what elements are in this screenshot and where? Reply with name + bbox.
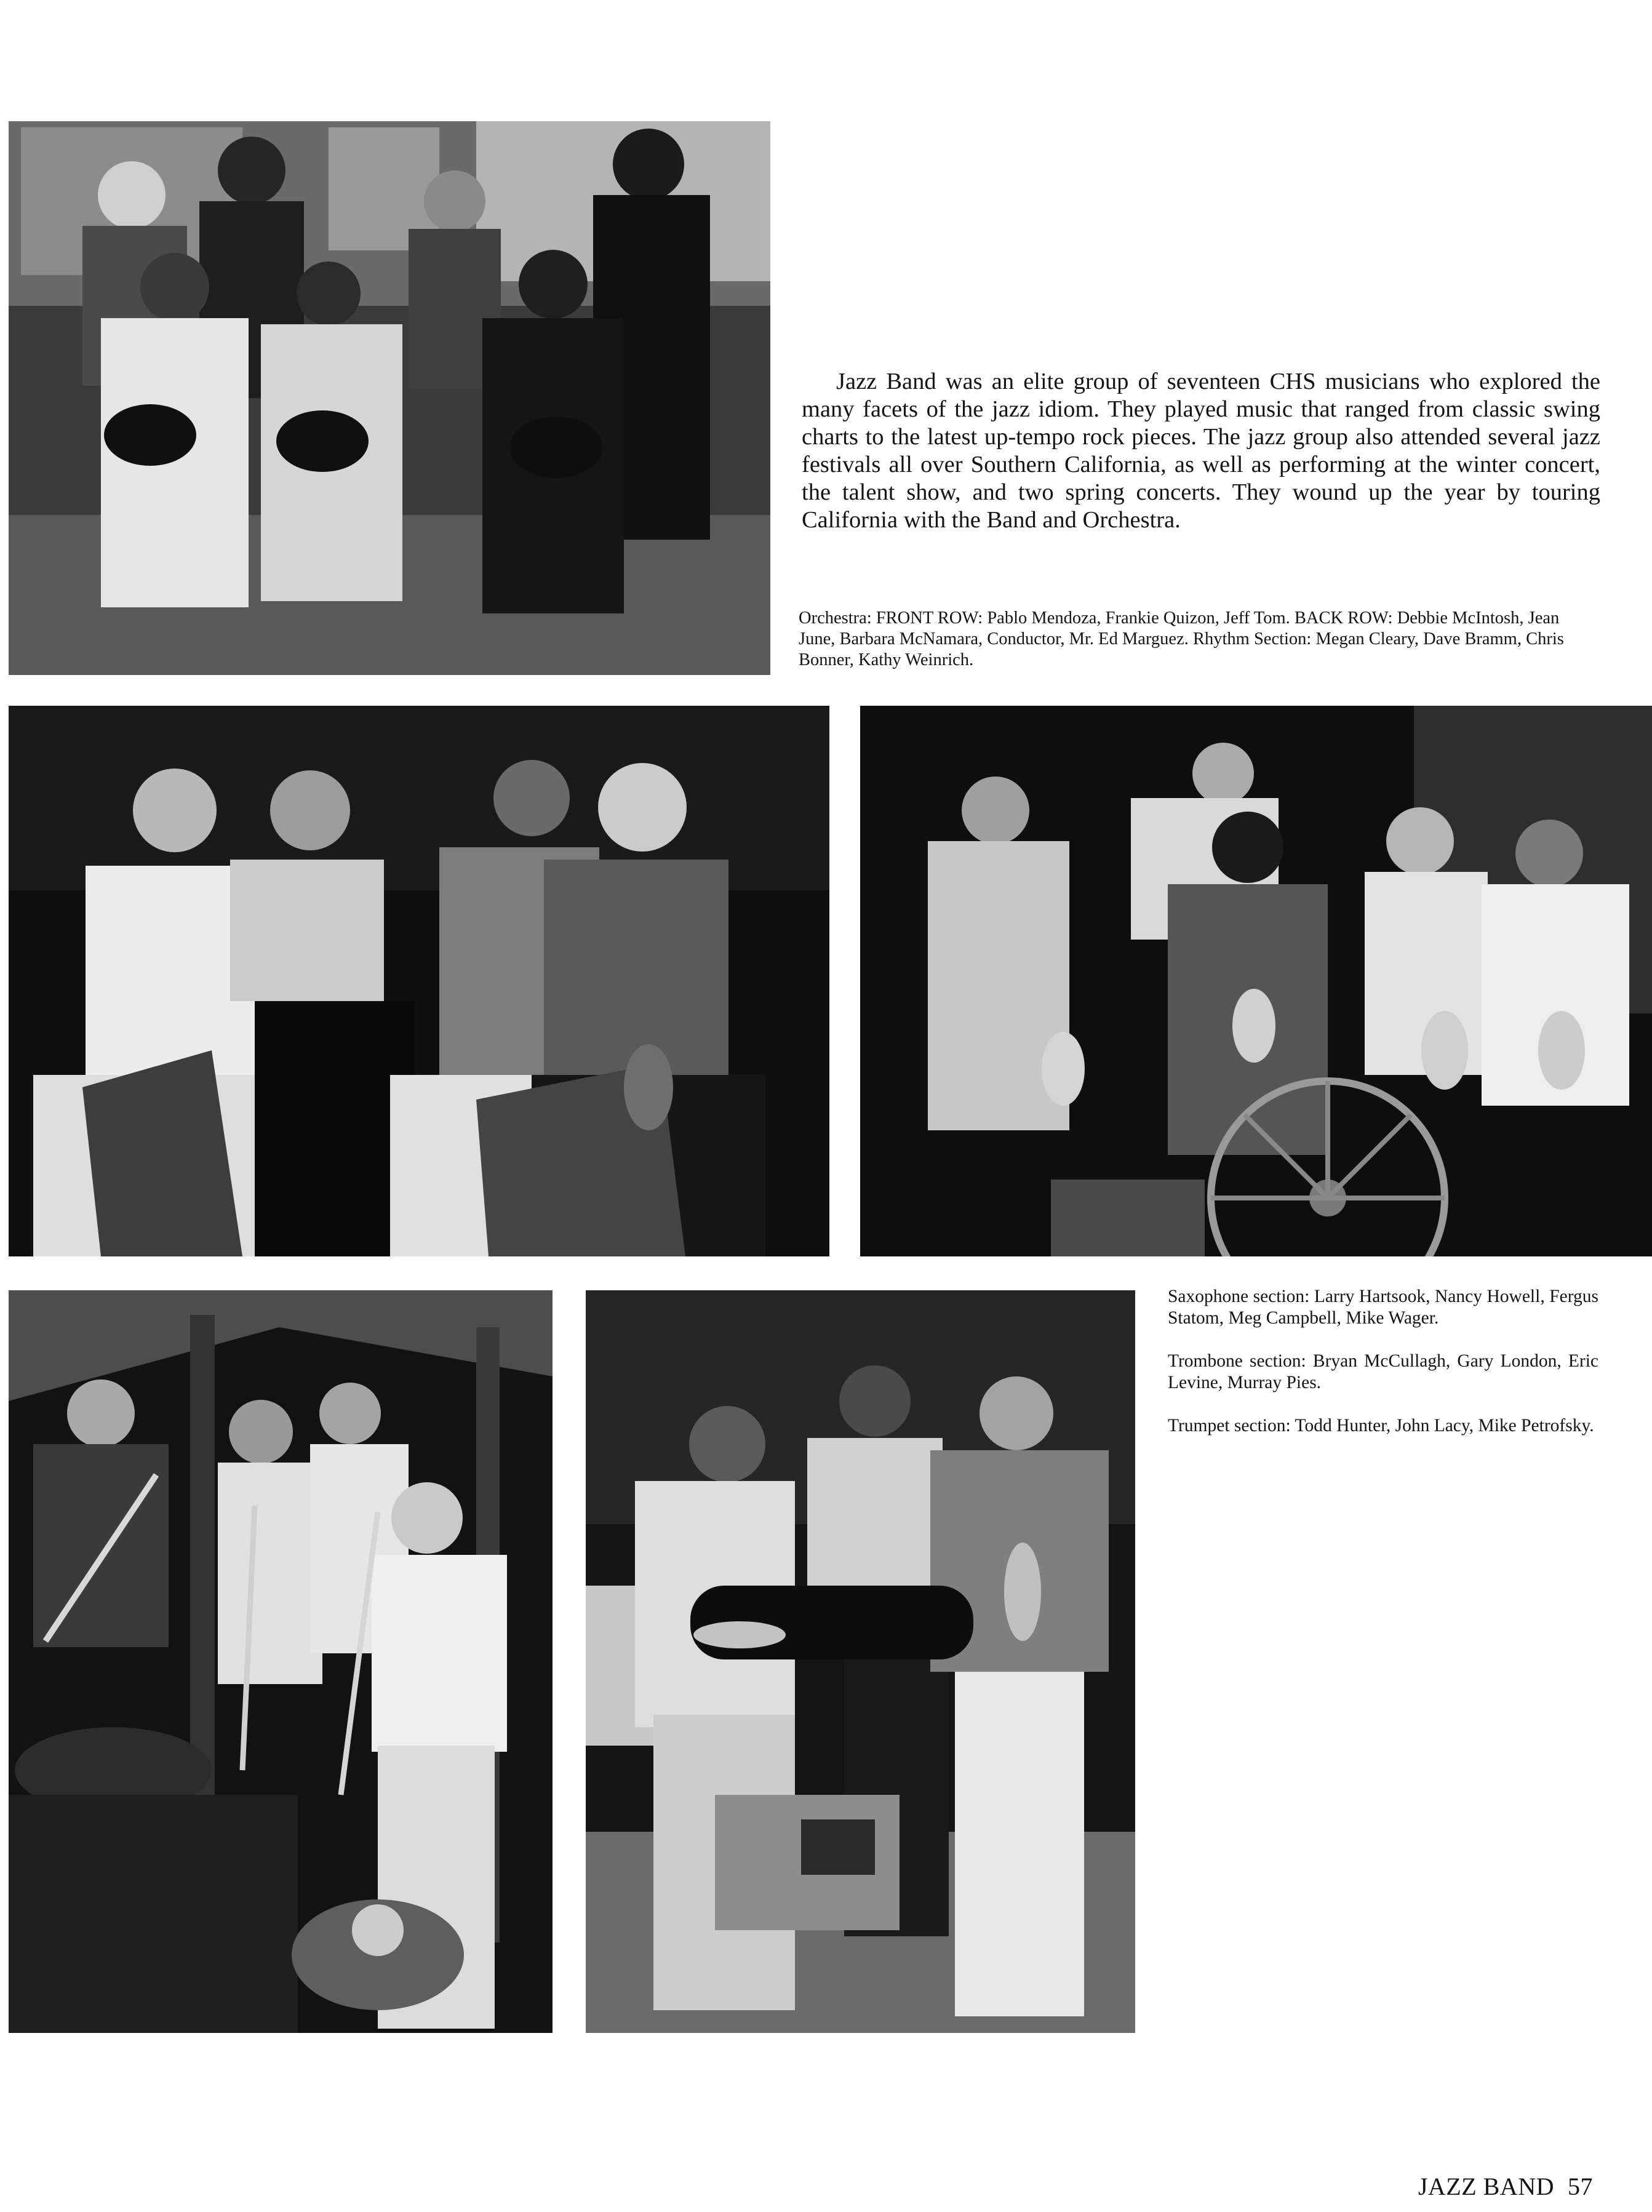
article-body: Jazz Band was an elite group of seventeen CHS musicians who explored the many facets of the jazz idiom. They played music that ranged from classic swing charts to the latest up-tempo rock pieces. The jazz group also attended several jazz festivals all over Southern California, as well as performing at the winter concert, the talent show, and two spring concerts. They wound up the year by touring California with the Band and Orchestra. <box>802 369 1600 533</box>
rhythm-section-photo <box>9 706 829 1256</box>
orchestra-caption: Orchestra: FRONT ROW: Pablo Mendoza, Frankie Quizon, Jeff Tom. BACK ROW: Debbie McIntosh, Jean June, Barbara McNamara, Conductor, Mr. Ed Marguez. Rhythm Section: Megan Cleary, Dave Bramm, Chris Bonner, Kathy Weinrich. <box>799 609 1564 669</box>
trumpet-section-photo <box>586 1290 1135 2033</box>
saxophone-caption: Saxophone section: Larry Hartsook, Nancy Howell, Fergus Statom, Meg Campbell, Mike Wager. <box>1168 1287 1598 1328</box>
page-number: 57 <box>1568 2173 1593 2200</box>
page-folio <box>1418 2172 1593 2201</box>
trombone-caption: Trombone section: Bryan McCullagh, Gary London, Eric Levine, Murray Pies. <box>1168 1351 1598 1392</box>
trombone-section-photo <box>9 1290 553 2033</box>
trumpet-caption: Trumpet section: Todd Hunter, John Lacy, Mike Petrofsky. <box>1168 1416 1594 1435</box>
section-title: JAZZ BAND <box>1418 2173 1554 2200</box>
section-captions <box>1168 1286 1598 1458</box>
saxophone-section-photo <box>860 706 1652 1256</box>
orchestra-photo <box>9 121 770 675</box>
